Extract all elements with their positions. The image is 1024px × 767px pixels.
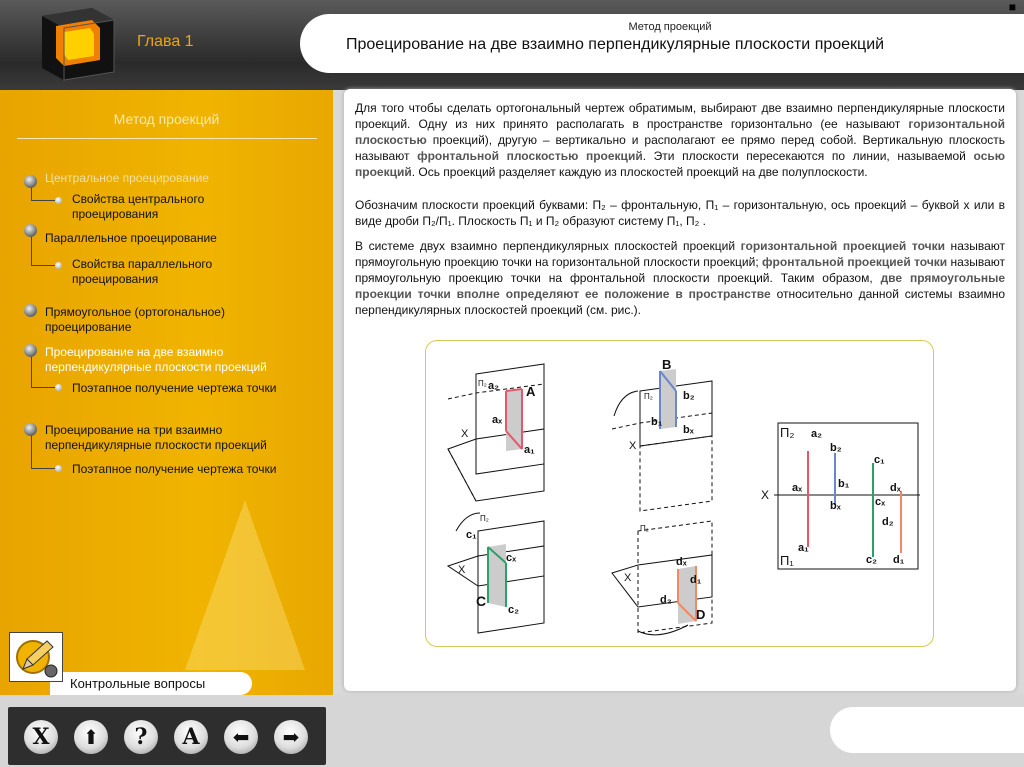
nav-bullet-icon — [24, 304, 37, 317]
d1-label: d₁ — [893, 554, 905, 566]
tree-line — [31, 354, 32, 387]
back-button[interactable]: ⬅ — [224, 720, 258, 754]
chapter-cube-icon — [34, 2, 118, 84]
quiz-button[interactable]: Контрольные вопросы — [50, 672, 252, 695]
figure-svg — [426, 341, 935, 648]
pi2-label: П₂ — [478, 379, 487, 388]
forward-button[interactable]: ➡ — [274, 720, 308, 754]
x-label: X — [458, 564, 466, 576]
sidebar-item-two-planes[interactable]: Проецирование на две взаимно перпендикулярные плоскости проекций — [45, 345, 267, 374]
help-button[interactable]: ? — [124, 720, 158, 754]
sidebar-item-central-props[interactable]: Свойства центрального проецирования — [72, 192, 205, 221]
x-label: X — [624, 572, 632, 584]
chapter-label: Глава 1 — [137, 33, 194, 50]
a2-label: a₂ — [811, 428, 823, 440]
dx-label: dₓ — [676, 556, 687, 568]
pi2-label: П₂ — [640, 524, 649, 533]
sidebar-item-central[interactable]: Центральное проецирование — [45, 171, 209, 185]
sub-bullet-icon — [55, 384, 62, 391]
sub-bullet-icon — [55, 262, 62, 269]
sub-bullet-icon — [55, 465, 62, 472]
sidebar-item-parallel-props[interactable]: Свойства параллельного проецирования — [72, 257, 213, 286]
pi2-label: П₂ — [780, 425, 795, 440]
pencil-icon[interactable] — [9, 632, 63, 682]
b2-label: b₂ — [683, 390, 695, 402]
exit-button[interactable]: X — [24, 720, 58, 754]
b1-label: b₁ — [838, 478, 850, 490]
x-label: X — [761, 488, 770, 502]
close-icon[interactable]: ■ — [1008, 0, 1016, 14]
up-button[interactable]: ⬆ — [74, 720, 108, 754]
b2-label: b₂ — [830, 442, 842, 454]
projection-figure — [425, 340, 934, 647]
bx-label: bₓ — [683, 424, 694, 436]
sidebar-title: Метод проекций — [113, 111, 220, 127]
diagram-point-b — [612, 369, 712, 511]
b1-label: b₁ — [651, 416, 663, 428]
sub-bullet-icon — [55, 197, 62, 204]
sidebar-item-three-planes[interactable]: Проецирование на три взаимно перпендикулярные плоскости проекций — [45, 423, 267, 452]
paragraph-2: Обозначим плоскости проекций буквами: П₂ – фронтальную, П₁ – горизонтальную, ось проекций – буквой x или в виде дроби П₂/П₁. Плоскость П₁ и П₂ образуют систему П₁, П₂ . — [355, 198, 1005, 228]
x-label: X — [629, 440, 637, 452]
c1-label: c₁ — [466, 529, 477, 541]
nav-bullet-icon — [24, 175, 37, 188]
section-label: Метод проекций — [628, 21, 712, 33]
nav-bullet-icon — [24, 344, 37, 357]
sidebar-item-parallel[interactable]: Параллельное проецирование — [45, 231, 217, 245]
bx-label: bₓ — [830, 500, 841, 512]
decorative-cone — [185, 500, 305, 670]
sidebar-item-two-planes-steps[interactable]: Поэтапное получение чертежа точки — [72, 381, 277, 395]
pi2-label: П₂ — [644, 392, 653, 401]
tree-line — [31, 433, 32, 468]
cx-label: cₓ — [506, 552, 517, 564]
nav-bullet-icon — [24, 224, 37, 237]
d2-label: d₂ — [882, 516, 894, 528]
ax-label: aₓ — [492, 414, 503, 426]
dx-label: dₓ — [890, 482, 901, 494]
a1-label: a₁ — [524, 444, 535, 456]
a-label: A — [526, 384, 536, 399]
font-button[interactable]: A — [174, 720, 208, 754]
d2-label: d₂ — [660, 594, 672, 606]
sidebar-item-orthogonal[interactable]: Прямоугольное (ортогональное) проецирование — [45, 305, 225, 334]
b-label: B — [662, 357, 672, 372]
bottom-panel — [830, 707, 1024, 753]
ax-label: aₓ — [792, 482, 803, 494]
d-label: D — [696, 607, 706, 622]
sidebar-item-three-planes-steps[interactable]: Поэтапное получение чертежа точки — [72, 462, 277, 476]
c1-label: c₁ — [874, 454, 885, 466]
sidebar-divider — [17, 138, 317, 139]
cx-label: cₓ — [875, 496, 886, 508]
epure-drawing — [774, 423, 920, 569]
c-label: C — [476, 593, 487, 609]
d1-label: d₁ — [690, 574, 702, 586]
pi1-label: П₁ — [780, 553, 794, 568]
page-title: Проецирование на две взаимно перпендикулярные плоскости проекций — [346, 36, 885, 53]
paragraph-1: Для того чтобы сделать ортогональный чертеж обратимым, выбирают две взаимно перпендикулярные плоскости проекций. Одну из них принято располагать в пространстве горизонтально (ее называют горизонтальной плоскостью проекций), другую – вертикально и располагают ее прямо перед собой. Вертикальную плоскость называют фронтальной плоскостью проекций. Эти плоскости пересекаются по линии, называемой осью проекций. Ось проекций разделяет каждую из плоскостей проекций на две полуплоскости. — [355, 101, 1005, 179]
a2-label: a₂ — [488, 380, 500, 392]
c2-label: c₂ — [508, 604, 520, 616]
tree-line — [31, 235, 32, 265]
pi2-label: П₂ — [480, 514, 489, 523]
tree-line — [31, 186, 32, 200]
x-label: X — [461, 428, 469, 440]
paragraph-3: В системе двух взаимно перпендикулярных плоскостей проекций горизонтальной проекцией точки называют прямоугольную проекцию точки на горизонтальной плоскости проекций; фронтальной проекцией точки называют прямоугольную проекцию точки на фронтальной плоскости проекций. Таким образом, две прямоугольные проекции точки вполне определяют ее положение в пространстве относительно данной системы взаимно перпендикулярных плоскостей проекций (см. рис.). — [355, 239, 1006, 317]
c2-label: c₂ — [866, 554, 878, 566]
a1-label: a₁ — [798, 542, 809, 554]
nav-bullet-icon — [24, 423, 37, 436]
